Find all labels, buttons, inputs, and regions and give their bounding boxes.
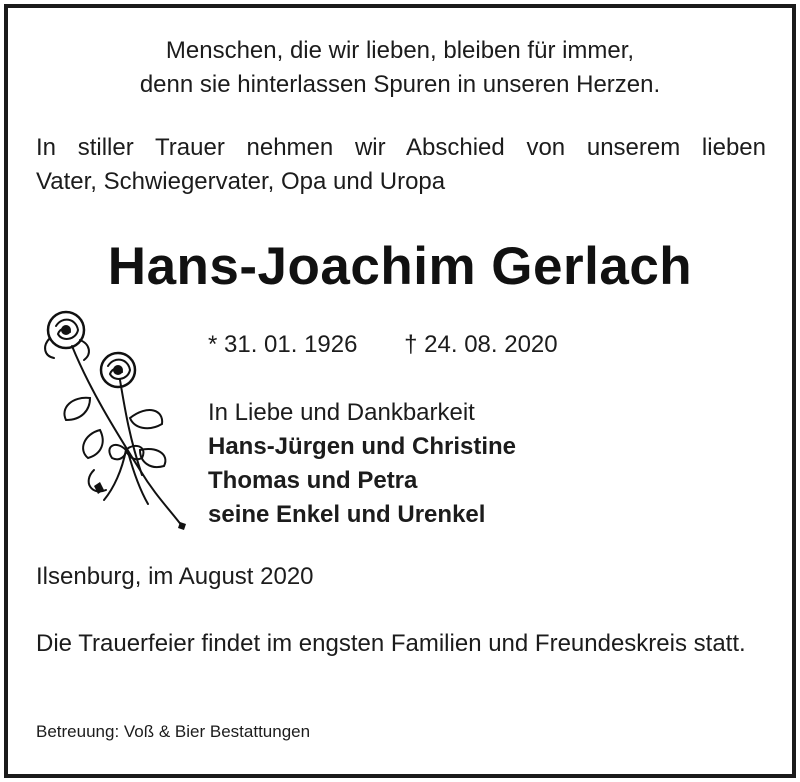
- roses-illustration-icon: [30, 300, 200, 540]
- deceased-name: Hans-Joachim Gerlach: [107, 237, 693, 296]
- mourner-name: seine Enkel und Urenkel: [208, 501, 486, 528]
- quote-line-2: denn sie hinterlassen Spuren in unseren Herzen.: [139, 71, 661, 98]
- quote-line-1: Menschen, die wir lieben, bleiben für immer,: [165, 37, 635, 64]
- mourner-name: Hans-Jürgen und Christine: [208, 433, 517, 460]
- mourning-intro: [36, 131, 766, 199]
- funeral-home-credit: Betreuung: Voß & Bier Bestattungen: [36, 722, 311, 741]
- mourners-block: [208, 396, 516, 532]
- intro-line-1: In stiller Trauer nehmen wir Abschied von unserem lieben: [36, 134, 766, 161]
- death-date: † 24. 08. 2020: [404, 331, 558, 358]
- funeral-service-note: Die Trauerfeier findet im engsten Familien und Freundeskreis statt.: [36, 630, 746, 657]
- mourners-intro: In Liebe und Dankbarkeit: [208, 399, 475, 426]
- place-and-date: Ilsenburg, im August 2020: [36, 563, 314, 590]
- life-dates: [208, 328, 558, 362]
- birth-date: * 31. 01. 1926: [208, 331, 358, 358]
- intro-line-2: Vater, Schwiegervater, Opa und Uropa: [36, 168, 446, 195]
- mourner-name: Thomas und Petra: [208, 467, 418, 494]
- memorial-quote: [0, 34, 800, 102]
